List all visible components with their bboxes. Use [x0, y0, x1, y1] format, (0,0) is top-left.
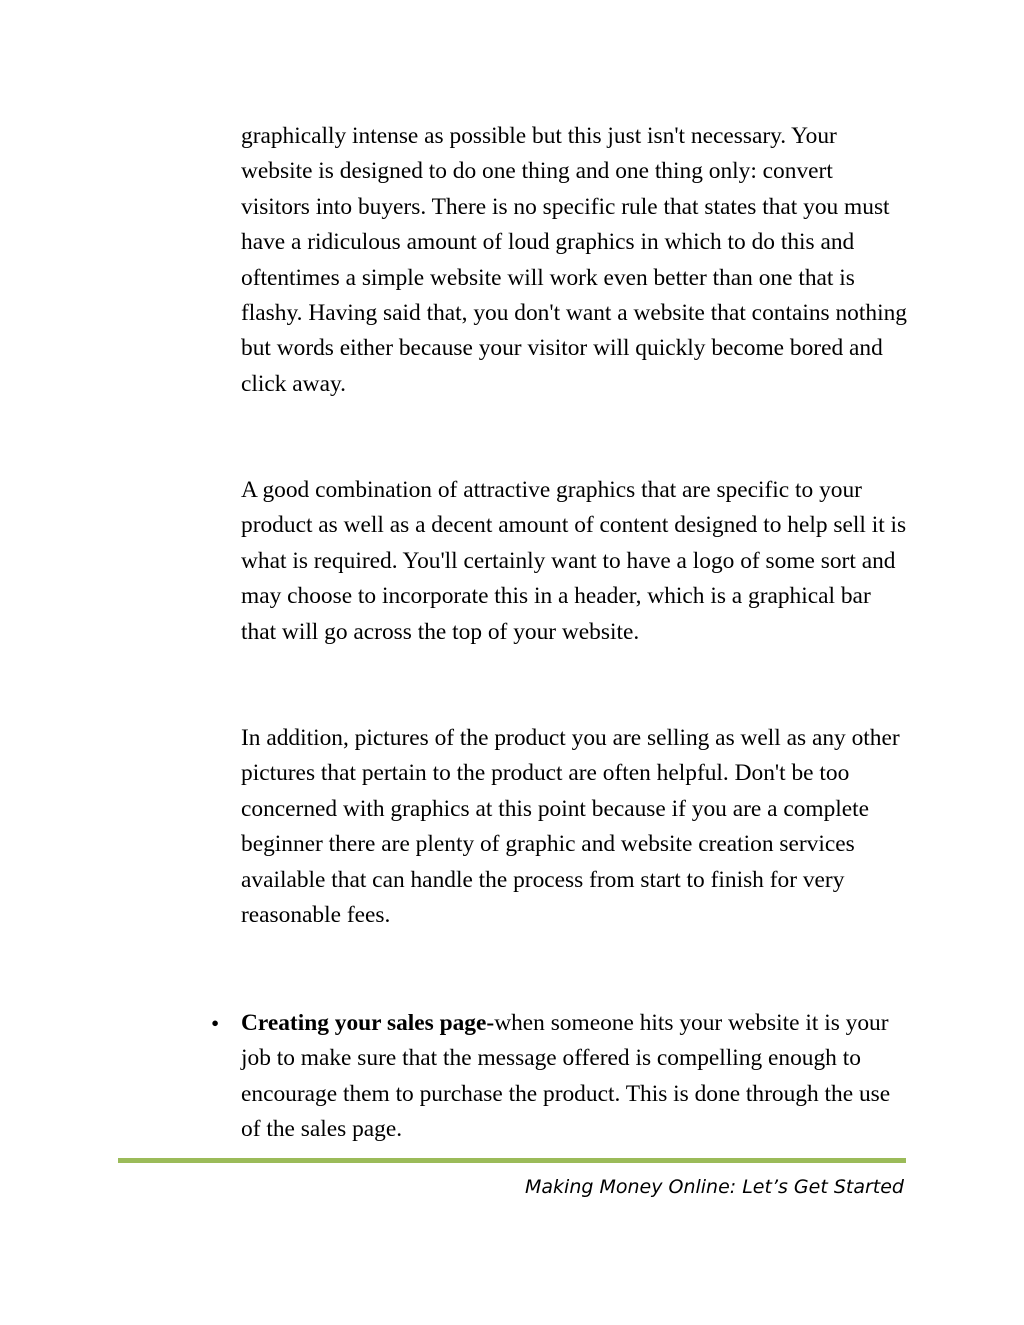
body-paragraph	[241, 473, 907, 650]
bullet-list-item	[241, 1006, 907, 1148]
bullet-paragraph	[241, 1006, 907, 1148]
bullet-icon: •	[211, 1011, 220, 1037]
bullet-text: when someone hits your website it is your job to make sure that the message offered is compelling enough to encourage them to purchase the product. This is done through the use of the sales page.	[241, 1010, 891, 1143]
paragraph-text: graphically intense as possible but this just isn't necessary. Your website is designed to do one thing and one thing only: convert visitors into buyers. There is no specific rule that states that you must have a ridiculous amount of loud graphics in which to do this and oftentimes a simple website will work even better than one that is flashy. Having said that, you don't want a website that contains nothing but words either because your visitor will quickly become bored and click away.	[241, 123, 907, 397]
bullet-heading: Creating your sales page-	[241, 1010, 495, 1036]
paragraph-text: In addition, pictures of the product you are selling as well as any other pictures that pertain to the product are often helpful. Don't be too concerned with graphics at this point because if you are a complete beginner there are plenty of graphic and website creation services available that can handle the process from start to finish for very reasonable fees.	[241, 725, 900, 929]
body-paragraph	[241, 119, 907, 402]
footer-divider	[118, 1158, 906, 1163]
paragraph-text: A good combination of attractive graphics that are specific to your product as well as a decent amount of content designed to help sell it is what is required. You'll certainly want to have a logo of some sort and may choose to incorporate this in a header, which is a graphical bar that will go across the top of your website.	[241, 477, 907, 645]
body-paragraph	[241, 721, 907, 933]
footer-title: Making Money Online: Let’s Get Started	[525, 1176, 904, 1198]
